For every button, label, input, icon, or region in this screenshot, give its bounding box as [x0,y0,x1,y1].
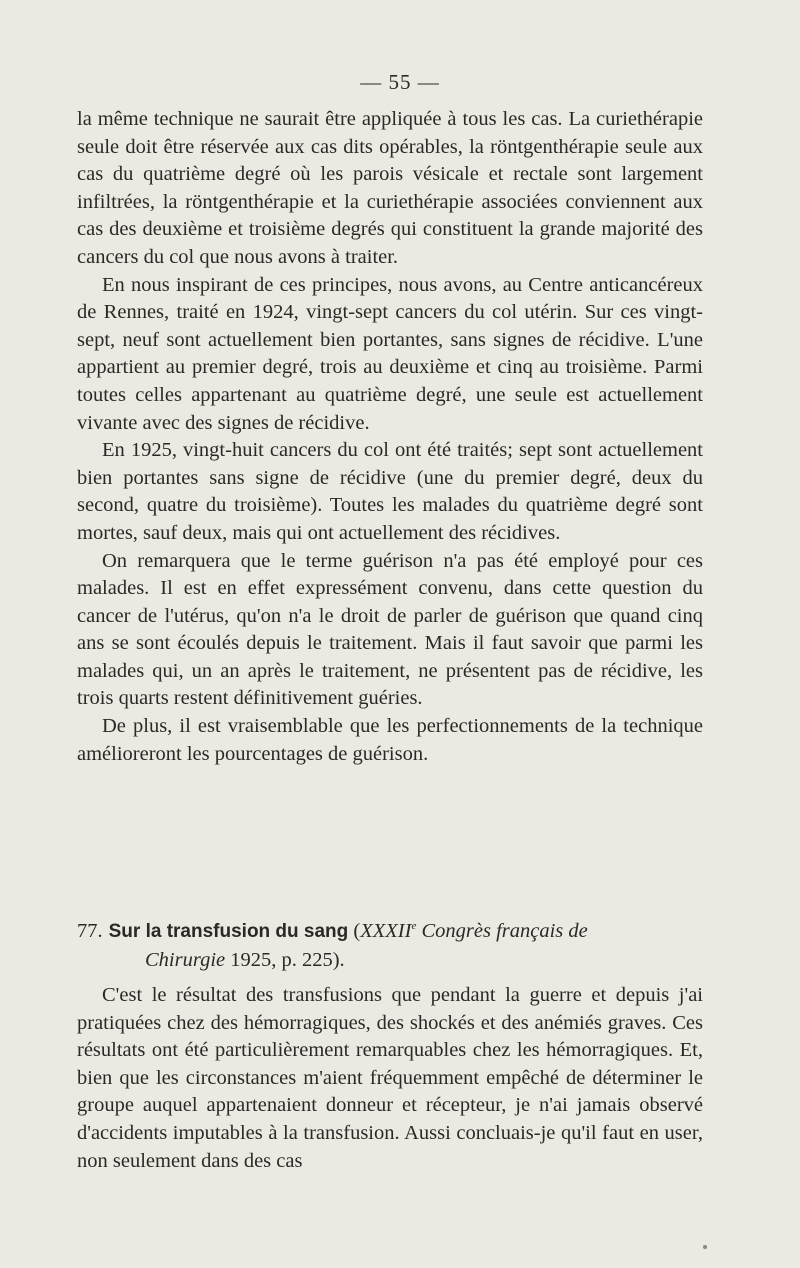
paragraph-results-1925: En 1925, vingt-huit cancers du col ont été traités; sept sont actuellement bien portantes sans signe de récidive (une du premier degré, deux du second, quatre du troisième). Toutes les malades du quatrième degré sont mortes, sauf deux, mais qui ont actuellement des récidives. [77,439,703,544]
congress-name: Congrès français de [416,919,588,942]
heading-line-1 [77,912,703,946]
page-number: — 55 — [360,70,440,94]
heading-open-paren: ( [348,919,361,942]
paragraph-continuation: la même technique ne saurait être appliquée à tous les cas. La curiethérapie seule doit être réservée aux cas dits opérables, la röntgenthérapie seule aux cas du quatrième degré où les parois vésicale et rectale sont largement infiltrées, la röntgenthérapie et la curiethérapie associées conviennent aux cas des deuxième et troisième degrés qui constituent la grande majorité des cancers du col que nous avons à traiter. [77,108,703,268]
text-block-upper [77,106,703,768]
section-heading-77 [77,912,703,975]
paragraph-perfectionnements: De plus, il est vraisemblable que les perfectionnements de la technique amélioreront les pourcentages de guérison. [77,715,703,765]
heading-line-2 [77,946,703,975]
paragraph-guerison-remark: On remarquera que le terme guérison n'a pas été employé pour ces malades. Il est en effet expressément convenu, dans cette question du cancer de l'utérus, qu'on n'a le droit de parler de guérison que quand cinq ans se sont écoulés depuis le traitement. Mais il faut savoir que parmi les malades qui, un an après le traitement, ne présentent pas de récidive, les trois quarts restent définitivement guéries. [77,549,703,710]
paragraph-transfusion: C'est le résultat des transfusions que pendant la guerre et depuis j'ai pratiquées chez des hémorragiques, des shockés et des anémiés graves. Ces résultats ont été particulièrement remarquables chez les hémorragiques. Et, bien que les circonstances m'aient fréquemment empêché de déterminer le groupe auquel appartenaient donneur et récepteur, je n'ai jamais observé d'accidents imputables à la transfusion. Aussi concluais-je qu'il faut en user, non seulement dans des cas [77,984,703,1172]
congress-roman-numeral: XXXII [360,919,412,942]
congress-name-cont: Chirurgie [145,948,226,971]
section-number: 77. [77,919,103,942]
congress-superscript: e [411,920,417,932]
section-title: Sur la transfusion du sang [108,920,349,942]
citation-details: 1925, p. 225). [225,948,345,971]
paragraph-results-1924: En nous inspirant de ces principes, nous avons, au Centre anticancéreux de Rennes, traité en 1924, vingt-sept cancers du col utérin. Sur ces vingt-sept, neuf sont actuellement bien portantes, sans signes de récidive. L'une appartient au premier degré, trois au deuxième et cinq au troisième. Parmi toutes celles appartenant au quatrième degré, une seule est actuellement vivante avec des signes de récidive. [77,273,703,434]
text-block-lower [77,982,703,1175]
page-speck [703,1245,707,1249]
